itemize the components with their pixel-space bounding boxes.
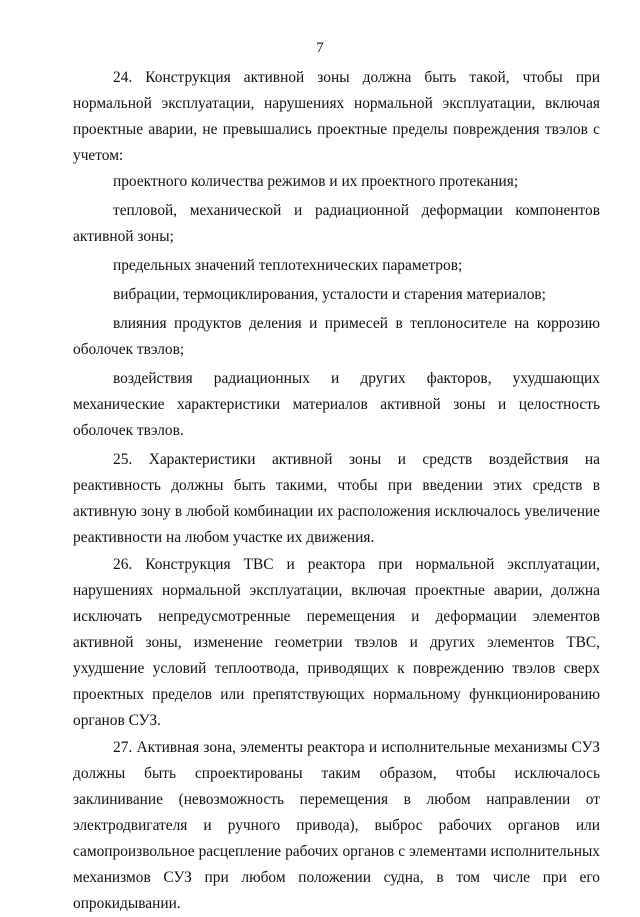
paragraph-25: 25. Характеристики активной зоны и средств воздействия на реактивность должны быть такими, чтобы при введении этих средств в активную зону в любой комбинации их расположения исключалось увеличение реактивности на любом участке их движения.	[73, 451, 600, 546]
list-item: влияния продуктов деления и примесей в теплоносителе на коррозию оболочек твэлов;	[73, 315, 600, 358]
list-item: тепловой, механической и радиационной деформации компонентов активной зоны;	[73, 202, 600, 245]
list-item: проектного количества режимов и их проектного протекания;	[113, 173, 519, 190]
paragraph-24: 24. Конструкция активной зоны должна быть такой, чтобы при нормальной эксплуатации, нарушениях нормальной эксплуатации, включая проектные аварии, не превышались проектные пределы повреждения твэлов с учетом:	[73, 69, 600, 164]
list-item: вибрации, термоциклирования, усталости и старения материалов;	[113, 286, 546, 303]
paragraph-27: 27. Активная зона, элементы реактора и исполнительные механизмы СУЗ должны быть спроектированы таким образом, чтобы исключалось заклинивание (невозможность перемещения в любом направлении от электродвигателя и ручного привода), выброс рабочих органов или самопроизвольное расцепление рабочих органов с элементами исполнительных механизмов СУЗ при любом положении судна, в том числе при его опрокидывании.	[73, 739, 600, 912]
paragraph-26: 26. Конструкция ТВС и реактора при нормальной эксплуатации, нарушениях нормальной эксплуатации, включая проектные аварии, должна исключать непредусмотренные перемещения и деформации элементов активной зоны, изменение геометрии твэлов и других элементов ТВС, ухудшение условий теплоотвода, приводящих к повреждению твэлов сверх проектных пределов или препятствующих нормальному функционированию органов СУЗ.	[73, 556, 600, 729]
document-body	[73, 64, 600, 917]
list-item: предельных значений теплотехнических параметров;	[113, 257, 463, 274]
list-item: воздействия радиационных и других факторов, ухудшающих механические характеристики материалов активной зоны и целостность оболочек твэлов.	[73, 370, 600, 439]
page-number: 7	[316, 40, 324, 56]
